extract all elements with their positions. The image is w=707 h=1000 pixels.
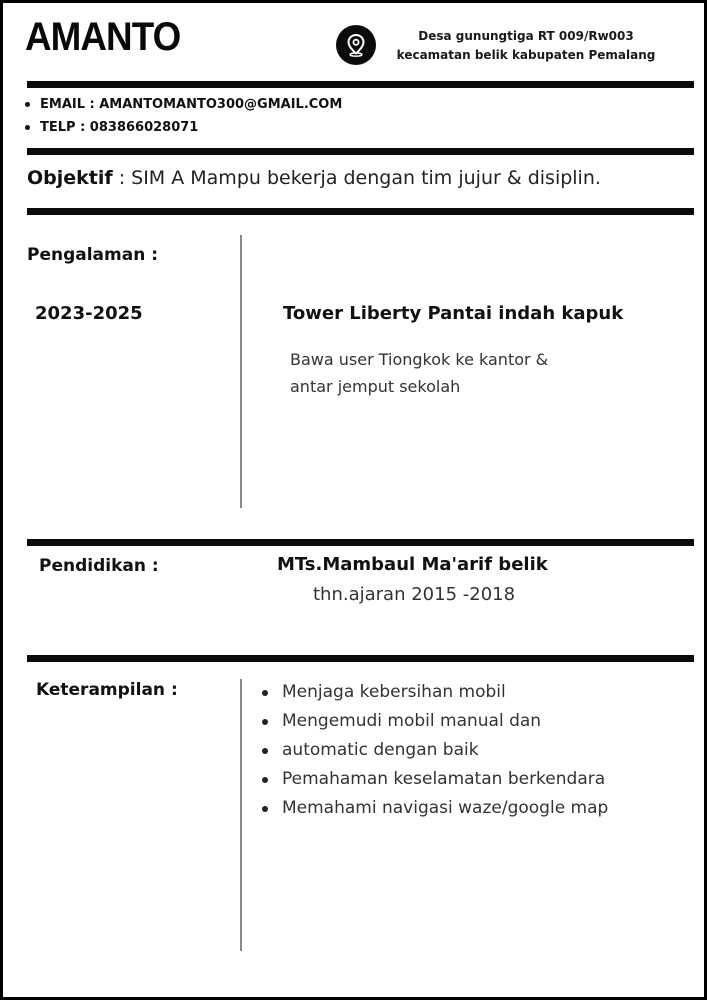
bullet: [262, 777, 268, 783]
description-line: Bawa user Tiongkok ke kantor &: [290, 350, 549, 369]
bullet: [262, 806, 268, 812]
skills-list: [259, 678, 608, 823]
address-line: Desa gunungtiga RT 009/Rw003: [418, 29, 634, 43]
objective-text: SIM A Mampu bekerja dengan tim jujur & disiplin.: [131, 167, 601, 189]
objective-label: Objektif: [27, 167, 113, 189]
divider: [27, 81, 694, 88]
education-heading: Pendidikan :: [39, 556, 159, 576]
divider: [27, 539, 694, 546]
contact-phone: [25, 116, 342, 139]
contact-email: [25, 93, 342, 116]
objective: [27, 167, 601, 189]
bullet: [262, 690, 268, 696]
column-divider: [240, 679, 242, 951]
description-line: antar jemput sekolah: [290, 377, 461, 396]
contact-list: [25, 93, 342, 139]
experience-heading: Pengalaman :: [27, 245, 159, 265]
divider: [27, 655, 694, 662]
bullet: [262, 719, 268, 725]
list-item: [259, 707, 608, 736]
column-divider: [240, 235, 242, 508]
experience-description: [290, 346, 620, 400]
list-item: [259, 678, 608, 707]
education-period: thn.ajaran 2015 -2018: [313, 584, 516, 605]
address: [383, 27, 669, 65]
list-item: [259, 765, 608, 794]
address-line: kecamatan belik kabupaten Pemalang: [396, 48, 656, 62]
contact-email-text: EMAIL : AMANTOMANTO300@GMAIL.COM: [40, 97, 343, 112]
divider: [27, 148, 694, 155]
bullet: [25, 125, 30, 130]
skill-text: Menjaga kebersihan mobil: [282, 682, 506, 702]
experience-company: Tower Liberty Pantai indah kapuk: [283, 303, 624, 324]
objective-separator: :: [112, 167, 132, 189]
skill-text: automatic dengan baik: [282, 740, 479, 760]
skill-text: Pemahaman keselamatan berkendara: [282, 769, 606, 789]
map-pin-icon: [336, 25, 376, 65]
contact-phone-text: TELP : 083866028071: [40, 120, 199, 135]
divider: [27, 208, 694, 215]
skills-heading: Keterampilan :: [36, 680, 178, 700]
bullet: [262, 748, 268, 754]
experience-period: 2023-2025: [35, 303, 143, 324]
education-school: MTs.Mambaul Ma'arif belik: [277, 554, 548, 575]
list-item: [259, 736, 608, 765]
list-item: [259, 794, 608, 823]
skill-text: Mengemudi mobil manual dan: [282, 711, 542, 731]
skill-text: Memahami navigasi waze/google map: [282, 798, 609, 818]
applicant-name: AMANTO: [25, 15, 181, 59]
bullet: [25, 102, 30, 107]
